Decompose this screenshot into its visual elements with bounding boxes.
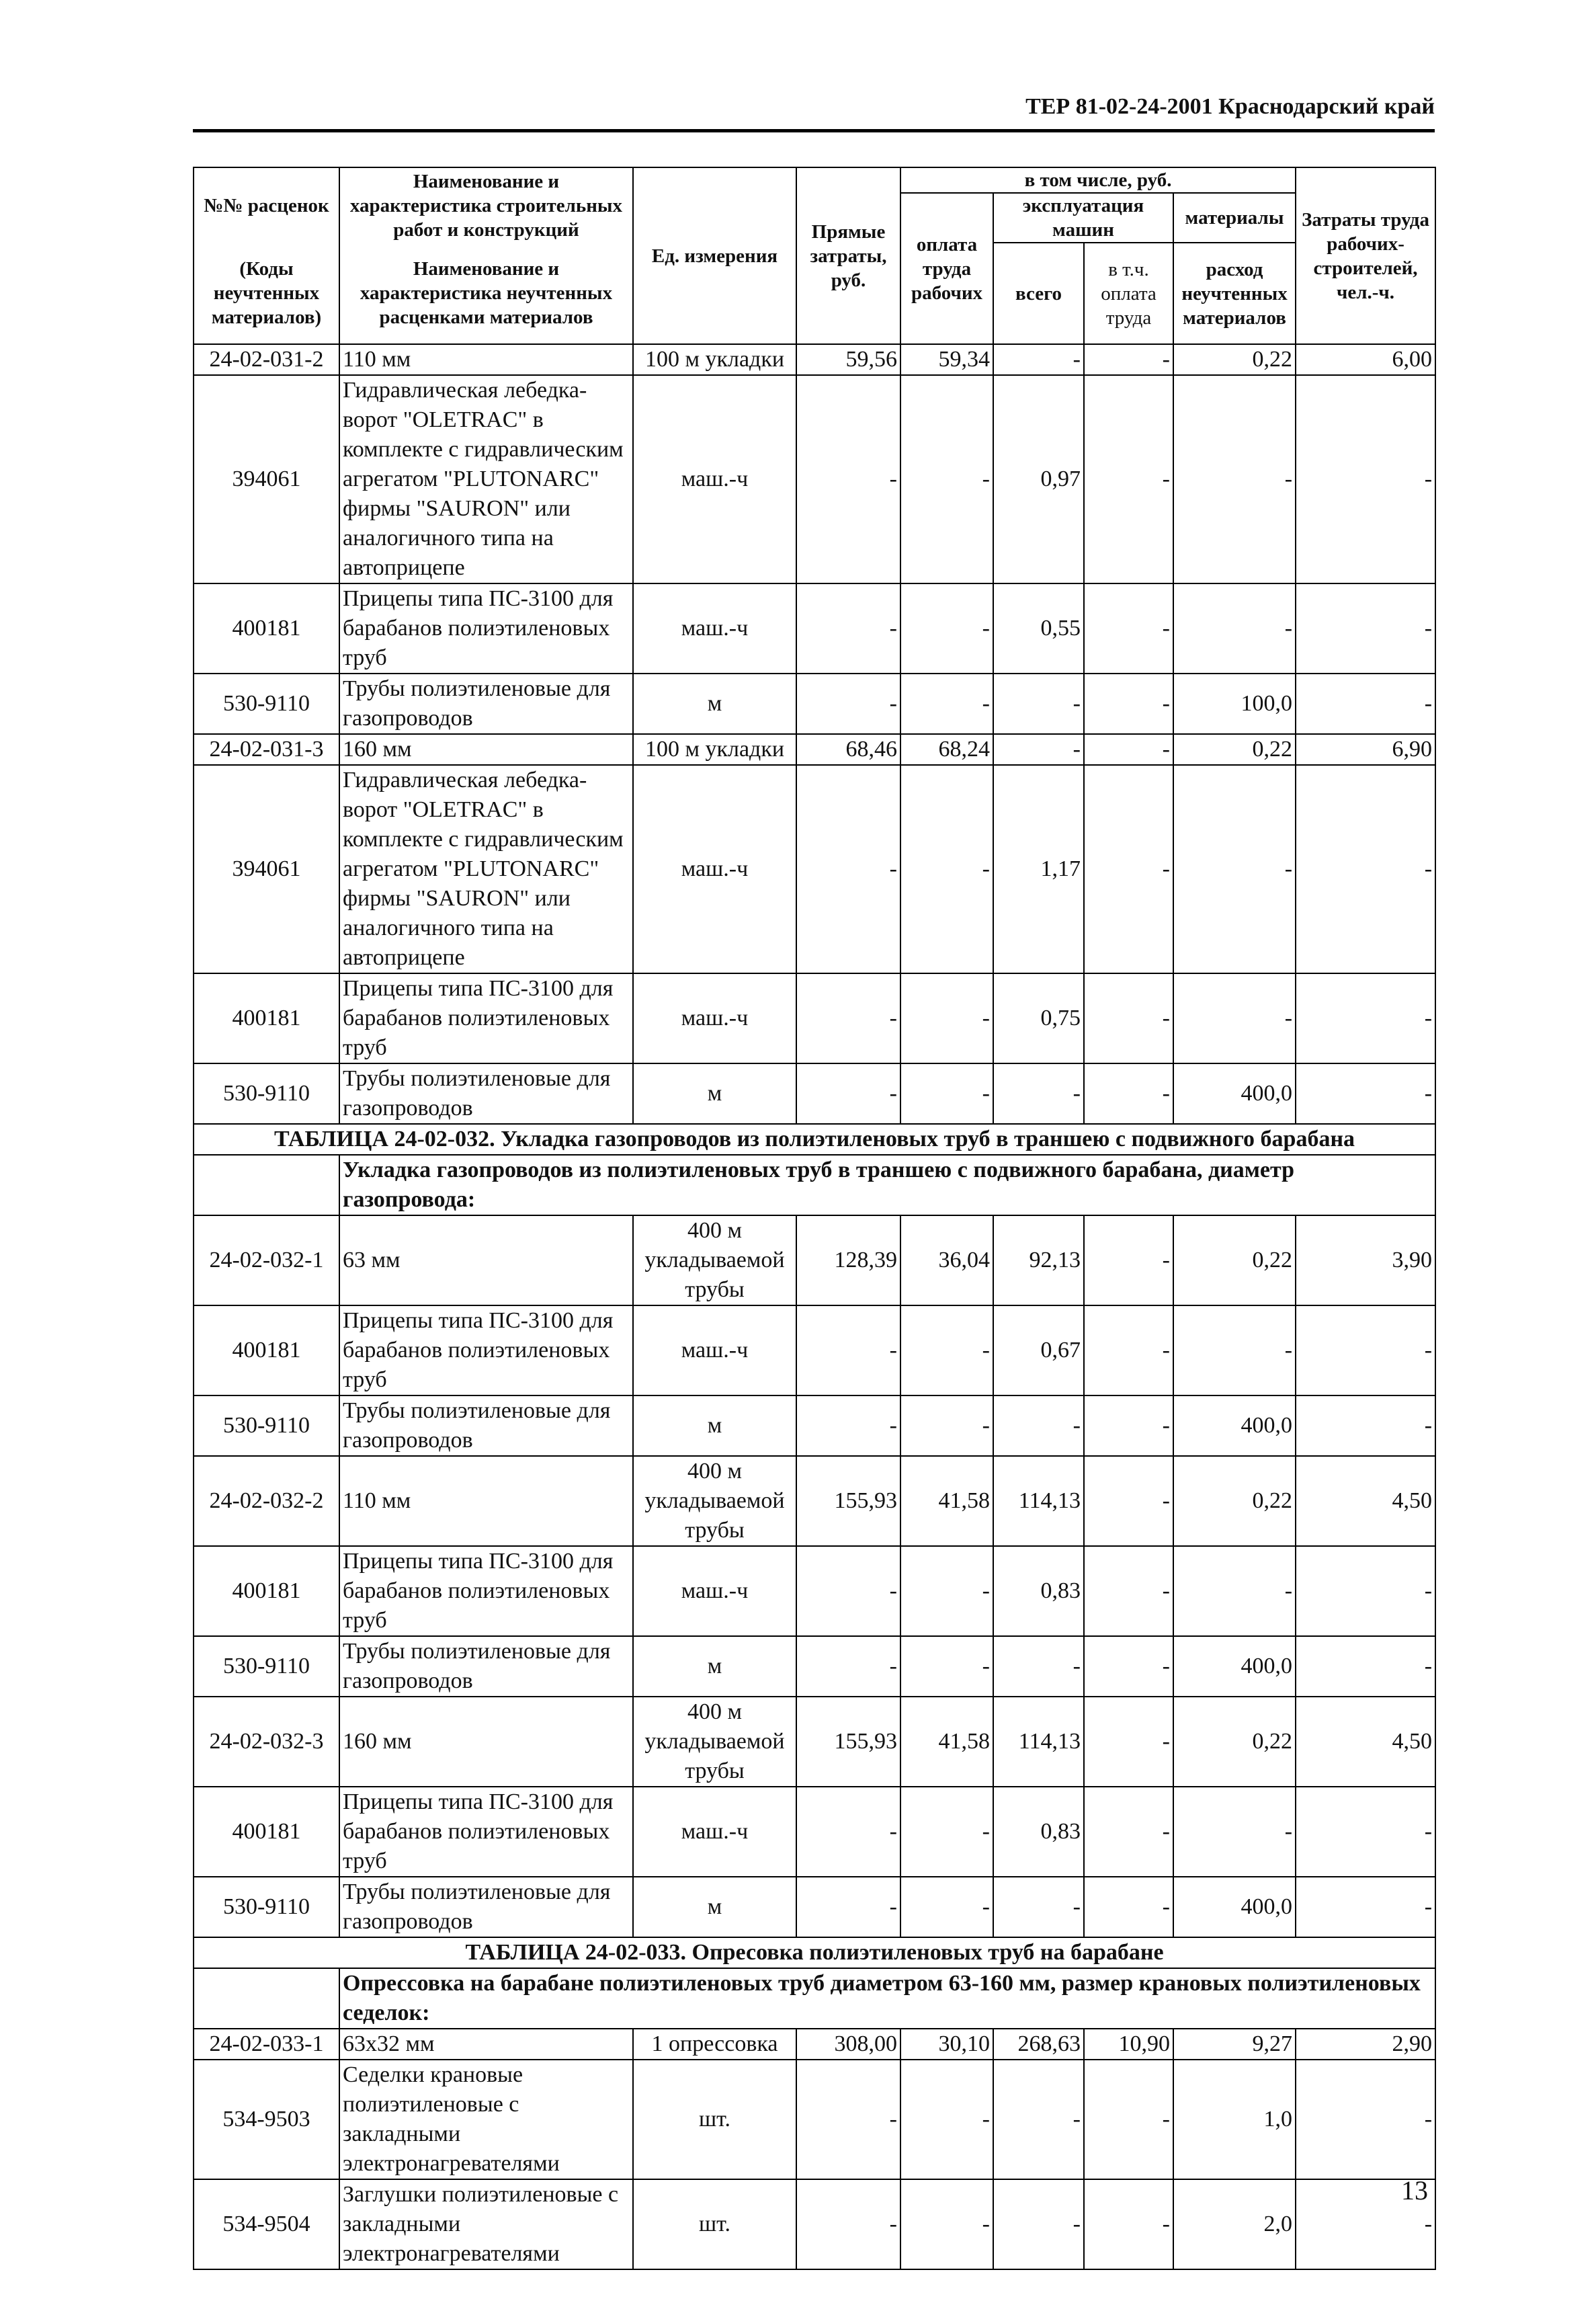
workers-cost-cell: -	[1296, 1395, 1435, 1456]
description-code-cell	[194, 1155, 339, 1215]
materials-cell: -	[1173, 973, 1296, 1063]
labor-cost-cell: -	[900, 2060, 993, 2179]
machines-total-cell: -	[993, 2179, 1084, 2269]
workers-cost-cell: -	[1296, 1877, 1435, 1937]
section-row	[194, 1124, 1435, 1155]
description-row	[194, 1968, 1435, 2029]
name-cell: Заглушки полиэтиленовые с закладными электронагревателями	[339, 2179, 633, 2269]
machines-labor-cell: 10,90	[1084, 2029, 1173, 2060]
direct-costs-cell: -	[796, 375, 900, 583]
materials-cell: 400,0	[1173, 1636, 1296, 1697]
machines-labor-cell: -	[1084, 765, 1173, 973]
section-description: Укладка газопроводов из полиэтиленовых труб в траншею с подвижного барабана, диаметр газопровода:	[339, 1155, 1435, 1215]
machines-total-cell: -	[993, 1063, 1084, 1124]
labor-cost-cell: -	[900, 1787, 993, 1877]
machines-total-cell: -	[993, 2060, 1084, 2179]
machines-labor-cell: -	[1084, 2179, 1173, 2269]
direct-costs-cell: -	[796, 583, 900, 674]
direct-costs-cell: -	[796, 2060, 900, 2179]
direct-costs-cell: 59,56	[796, 344, 900, 375]
name-cell: 110 мм	[339, 1456, 633, 1546]
section-title: ТАБЛИЦА 24-02-032. Укладка газопроводов из полиэтиленовых труб в траншею с подвижного барабана	[194, 1124, 1435, 1155]
col-header-labor: оплата труда рабочих	[900, 193, 993, 344]
code-cell: 24-02-031-2	[194, 344, 339, 375]
materials-cell: 2,0	[1173, 2179, 1296, 2269]
name-cell: Трубы полиэтиленовые для газопроводов	[339, 1395, 633, 1456]
direct-costs-cell: -	[796, 1877, 900, 1937]
material-row	[194, 2060, 1435, 2179]
workers-cost-cell: -	[1296, 375, 1435, 583]
rates-table	[193, 167, 1436, 2270]
labor-cost-cell: 41,58	[900, 1456, 993, 1546]
workers-cost-cell: -	[1296, 2060, 1435, 2179]
code-cell: 24-02-032-3	[194, 1697, 339, 1787]
rate-row	[194, 1215, 1435, 1305]
col-header-mach-total: всего	[993, 243, 1084, 344]
code-cell: 534-9504	[194, 2179, 339, 2269]
unit-cell: маш.-ч	[633, 1305, 796, 1395]
material-row	[194, 1305, 1435, 1395]
workers-cost-cell: -	[1296, 583, 1435, 674]
material-row	[194, 1636, 1435, 1697]
code-cell: 24-02-033-1	[194, 2029, 339, 2060]
rate-row	[194, 344, 1435, 375]
direct-costs-cell: 128,39	[796, 1215, 900, 1305]
machines-labor-cell: -	[1084, 734, 1173, 765]
machines-labor-cell: -	[1084, 1215, 1173, 1305]
machines-total-cell: 0,83	[993, 1546, 1084, 1636]
name-cell: 110 мм	[339, 344, 633, 375]
unit-cell: маш.-ч	[633, 1787, 796, 1877]
code-cell: 530-9110	[194, 1395, 339, 1456]
direct-costs-cell: -	[796, 1636, 900, 1697]
machines-total-cell: 0,67	[993, 1305, 1084, 1395]
labor-cost-cell: -	[900, 1063, 993, 1124]
workers-cost-cell: 6,90	[1296, 734, 1435, 765]
material-row	[194, 973, 1435, 1063]
direct-costs-cell: 68,46	[796, 734, 900, 765]
material-row	[194, 2179, 1435, 2269]
material-row	[194, 375, 1435, 583]
code-cell: 530-9110	[194, 1877, 339, 1937]
machines-total-cell: 1,17	[993, 765, 1084, 973]
unit-cell: маш.-ч	[633, 583, 796, 674]
material-row	[194, 1877, 1435, 1937]
machines-total-cell: -	[993, 674, 1084, 734]
unit-cell: м	[633, 1395, 796, 1456]
materials-cell: -	[1173, 583, 1296, 674]
code-cell: 400181	[194, 1546, 339, 1636]
unit-cell: маш.-ч	[633, 1546, 796, 1636]
workers-cost-cell: -	[1296, 2179, 1435, 2269]
machines-labor-cell: -	[1084, 1697, 1173, 1787]
machines-labor-cell: -	[1084, 1877, 1173, 1937]
unit-cell: маш.-ч	[633, 375, 796, 583]
workers-cost-cell: -	[1296, 1305, 1435, 1395]
code-cell: 24-02-032-2	[194, 1456, 339, 1546]
direct-costs-cell: -	[796, 2179, 900, 2269]
machines-total-cell: 114,13	[993, 1456, 1084, 1546]
machines-labor-cell: -	[1084, 375, 1173, 583]
workers-cost-cell: -	[1296, 1787, 1435, 1877]
rate-row	[194, 1697, 1435, 1787]
col-header-machines: эксплуатация машин	[993, 193, 1173, 243]
machines-total-cell: 0,55	[993, 583, 1084, 674]
workers-cost-cell: -	[1296, 1063, 1435, 1124]
material-row	[194, 583, 1435, 674]
workers-cost-cell: -	[1296, 765, 1435, 973]
col-header-materials: материалы	[1173, 193, 1296, 243]
code-cell: 530-9110	[194, 1636, 339, 1697]
workers-cost-cell: -	[1296, 973, 1435, 1063]
direct-costs-cell: 155,93	[796, 1456, 900, 1546]
materials-cell: -	[1173, 1305, 1296, 1395]
direct-costs-cell: 308,00	[796, 2029, 900, 2060]
unit-cell: маш.-ч	[633, 973, 796, 1063]
machines-total-cell: 0,97	[993, 375, 1084, 583]
materials-cell: 0,22	[1173, 1456, 1296, 1546]
unit-cell: 100 м укладки	[633, 344, 796, 375]
materials-cell: 9,27	[1173, 2029, 1296, 2060]
direct-costs-cell: -	[796, 1546, 900, 1636]
rate-row	[194, 1456, 1435, 1546]
unit-cell: шт.	[633, 2060, 796, 2179]
name-cell: Седелки крановые полиэтиленовые с закладными электронагревателями	[339, 2060, 633, 2179]
name-cell: Прицепы типа ПС-3100 для барабанов полиэтиленовых труб	[339, 1546, 633, 1636]
col-header-direct: Прямые затраты, руб.	[796, 167, 900, 344]
section-title: ТАБЛИЦА 24-02-033. Опресовка полиэтиленовых труб на барабане	[194, 1937, 1435, 1968]
name-cell: 63 мм	[339, 1215, 633, 1305]
material-row	[194, 1787, 1435, 1877]
labor-cost-cell: -	[900, 375, 993, 583]
machines-total-cell: -	[993, 734, 1084, 765]
workers-cost-cell: -	[1296, 1546, 1435, 1636]
code-cell: 400181	[194, 973, 339, 1063]
materials-cell: 400,0	[1173, 1877, 1296, 1937]
name-cell: 160 мм	[339, 1697, 633, 1787]
material-row	[194, 674, 1435, 734]
page-header	[193, 94, 1435, 132]
direct-costs-cell: -	[796, 1787, 900, 1877]
unit-cell: м	[633, 674, 796, 734]
direct-costs-cell: -	[796, 1305, 900, 1395]
labor-cost-cell: 36,04	[900, 1215, 993, 1305]
name-cell: Гидравлическая лебедка-ворот "OLETRAC" в комплекте с гидравлическим агрегатом "PLUTONARC" фирмы "SAURON" или аналогичного типа на автоприцепе	[339, 375, 633, 583]
machines-labor-cell: -	[1084, 2060, 1173, 2179]
rate-row	[194, 734, 1435, 765]
unit-cell: 400 м укладываемой трубы	[633, 1456, 796, 1546]
materials-cell: 0,22	[1173, 734, 1296, 765]
labor-cost-cell: 30,10	[900, 2029, 993, 2060]
machines-labor-cell: -	[1084, 1636, 1173, 1697]
code-cell: 530-9110	[194, 1063, 339, 1124]
unit-cell: м	[633, 1636, 796, 1697]
labor-cost-cell: 68,24	[900, 734, 993, 765]
col-header-name: Наименование и характеристика строительных работ и конструкций	[339, 167, 633, 243]
machines-labor-cell: -	[1084, 674, 1173, 734]
labor-cost-cell: -	[900, 765, 993, 973]
description-code-cell	[194, 1968, 339, 2029]
machines-total-cell: 114,13	[993, 1697, 1084, 1787]
direct-costs-cell: 155,93	[796, 1697, 900, 1787]
materials-cell: 0,22	[1173, 1215, 1296, 1305]
unit-cell: м	[633, 1063, 796, 1124]
machines-labor-cell: -	[1084, 344, 1173, 375]
materials-cell: 100,0	[1173, 674, 1296, 734]
machines-total-cell: -	[993, 1395, 1084, 1456]
name-cell: Трубы полиэтиленовые для газопроводов	[339, 1636, 633, 1697]
unit-cell: 100 м укладки	[633, 734, 796, 765]
col-header-code: №№ расценок	[194, 167, 339, 243]
labor-cost-cell: -	[900, 1636, 993, 1697]
labor-cost-cell: -	[900, 1395, 993, 1456]
workers-cost-cell: 3,90	[1296, 1215, 1435, 1305]
material-row	[194, 1546, 1435, 1636]
labor-cost-cell: 41,58	[900, 1697, 993, 1787]
page-number: 13	[1401, 2175, 1428, 2205]
col-header-mach-labor: в т.ч. оплата труда	[1084, 243, 1173, 344]
machines-total-cell: 268,63	[993, 2029, 1084, 2060]
col-header-code-materials: (Коды неучтенных материалов)	[194, 243, 339, 344]
direct-costs-cell: -	[796, 765, 900, 973]
code-cell: 534-9503	[194, 2060, 339, 2179]
name-cell: Гидравлическая лебедка-ворот "OLETRAC" в комплекте с гидравлическим агрегатом "PLUTONARC" фирмы "SAURON" или аналогичного типа на автоприцепе	[339, 765, 633, 973]
workers-cost-cell: -	[1296, 1636, 1435, 1697]
rate-row	[194, 2029, 1435, 2060]
machines-total-cell: -	[993, 344, 1084, 375]
direct-costs-cell: -	[796, 1395, 900, 1456]
name-cell: Трубы полиэтиленовые для газопроводов	[339, 674, 633, 734]
machines-total-cell: 92,13	[993, 1215, 1084, 1305]
machines-total-cell: 0,75	[993, 973, 1084, 1063]
direct-costs-cell: -	[796, 1063, 900, 1124]
name-cell: Прицепы типа ПС-3100 для барабанов полиэтиленовых труб	[339, 973, 633, 1063]
machines-labor-cell: -	[1084, 1787, 1173, 1877]
code-cell: 400181	[194, 1787, 339, 1877]
col-header-incl: в том числе, руб.	[900, 167, 1296, 193]
materials-cell: -	[1173, 1787, 1296, 1877]
header-row-1	[194, 167, 1435, 193]
name-cell: Прицепы типа ПС-3100 для барабанов полиэтиленовых труб	[339, 1787, 633, 1877]
materials-cell: -	[1173, 1546, 1296, 1636]
workers-cost-cell: 4,50	[1296, 1456, 1435, 1546]
code-cell: 24-02-031-3	[194, 734, 339, 765]
code-cell: 394061	[194, 765, 339, 973]
code-cell: 24-02-032-1	[194, 1215, 339, 1305]
material-row	[194, 1395, 1435, 1456]
section-row	[194, 1937, 1435, 1968]
unit-cell: шт.	[633, 2179, 796, 2269]
name-cell: 63х32 мм	[339, 2029, 633, 2060]
description-row	[194, 1155, 1435, 1215]
col-header-workers: Затраты труда рабочих-строителей, чел.-ч.	[1296, 167, 1435, 344]
materials-cell: 0,22	[1173, 1697, 1296, 1787]
materials-cell: 400,0	[1173, 1063, 1296, 1124]
machines-labor-cell: -	[1084, 1063, 1173, 1124]
col-header-unit: Ед. измерения	[633, 167, 796, 344]
labor-cost-cell: -	[900, 2179, 993, 2269]
name-cell: Трубы полиэтиленовые для газопроводов	[339, 1063, 633, 1124]
workers-cost-cell: -	[1296, 674, 1435, 734]
unit-cell: 400 м укладываемой трубы	[633, 1697, 796, 1787]
materials-cell: 400,0	[1173, 1395, 1296, 1456]
machines-total-cell: -	[993, 1877, 1084, 1937]
section-description: Опрессовка на барабане полиэтиленовых труб диаметром 63-160 мм, размер крановых полиэтиленовых седелок:	[339, 1968, 1435, 2029]
direct-costs-cell: -	[796, 973, 900, 1063]
document-title: ТЕР 81-02-24-2001 Краснодарский край	[1025, 94, 1435, 119]
code-cell: 394061	[194, 375, 339, 583]
labor-cost-cell: -	[900, 583, 993, 674]
machines-labor-cell: -	[1084, 1456, 1173, 1546]
machines-total-cell: 0,83	[993, 1787, 1084, 1877]
unit-cell: маш.-ч	[633, 765, 796, 973]
labor-cost-cell: -	[900, 973, 993, 1063]
code-cell: 400181	[194, 1305, 339, 1395]
machines-labor-cell: -	[1084, 1546, 1173, 1636]
machines-labor-cell: -	[1084, 1305, 1173, 1395]
direct-costs-cell: -	[796, 674, 900, 734]
code-cell: 530-9110	[194, 674, 339, 734]
material-row	[194, 1063, 1435, 1124]
workers-cost-cell: 2,90	[1296, 2029, 1435, 2060]
unit-cell: 400 м укладываемой трубы	[633, 1215, 796, 1305]
name-cell: Трубы полиэтиленовые для газопроводов	[339, 1877, 633, 1937]
workers-cost-cell: 4,50	[1296, 1697, 1435, 1787]
name-cell: 160 мм	[339, 734, 633, 765]
col-header-name-materials: Наименование и характеристика неучтенных расценками материалов	[339, 243, 633, 344]
materials-cell: 1,0	[1173, 2060, 1296, 2179]
labor-cost-cell: -	[900, 1877, 993, 1937]
table-body	[194, 167, 1435, 2269]
material-row	[194, 765, 1435, 973]
machines-labor-cell: -	[1084, 1395, 1173, 1456]
name-cell: Прицепы типа ПС-3100 для барабанов полиэтиленовых труб	[339, 1305, 633, 1395]
labor-cost-cell: 59,34	[900, 344, 993, 375]
unit-cell: м	[633, 1877, 796, 1937]
col-header-mat-consumption: расход неучтенных материалов	[1173, 243, 1296, 344]
labor-cost-cell: -	[900, 674, 993, 734]
machines-labor-cell: -	[1084, 973, 1173, 1063]
workers-cost-cell: 6,00	[1296, 344, 1435, 375]
labor-cost-cell: -	[900, 1546, 993, 1636]
materials-cell: 0,22	[1173, 344, 1296, 375]
machines-total-cell: -	[993, 1636, 1084, 1697]
materials-cell: -	[1173, 375, 1296, 583]
machines-labor-cell: -	[1084, 583, 1173, 674]
name-cell: Прицепы типа ПС-3100 для барабанов полиэтиленовых труб	[339, 583, 633, 674]
labor-cost-cell: -	[900, 1305, 993, 1395]
materials-cell: -	[1173, 765, 1296, 973]
unit-cell: 1 опрессовка	[633, 2029, 796, 2060]
code-cell: 400181	[194, 583, 339, 674]
